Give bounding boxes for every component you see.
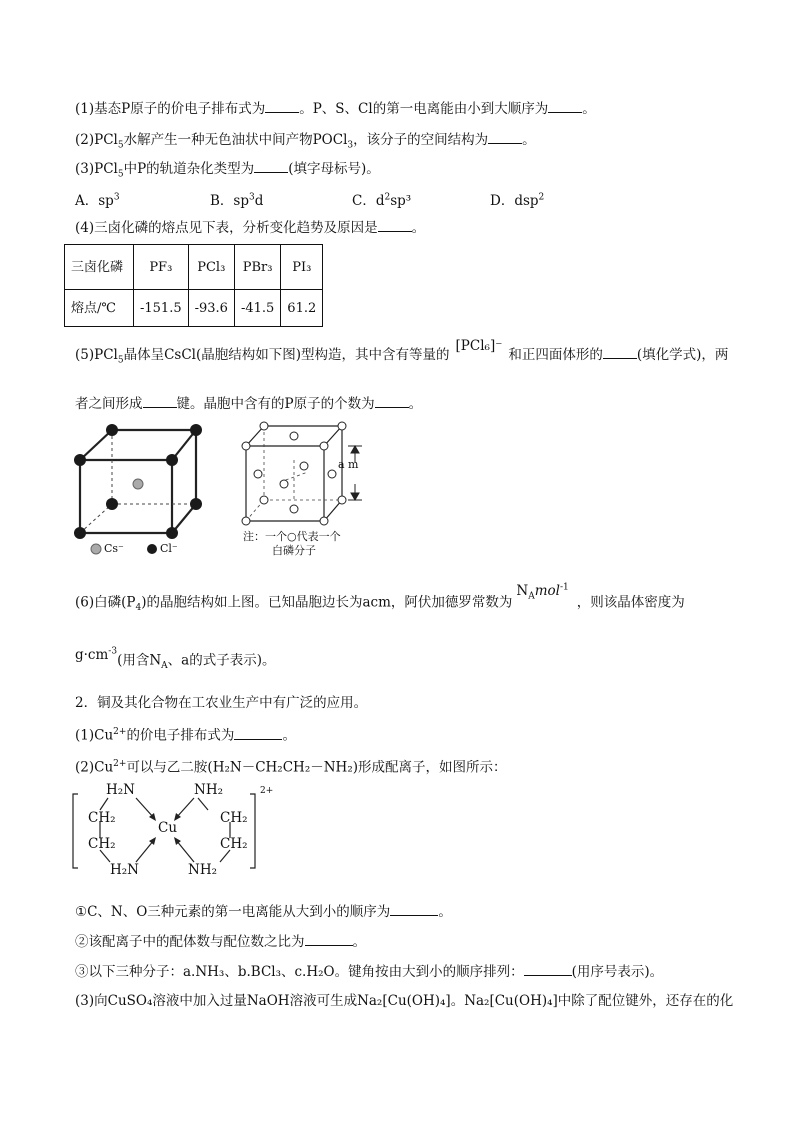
q1-part2: (2)PCl$_5$水解产生一种无色油状中间产物POCl$_3$，该分子的空间结构为 。	[75, 132, 536, 151]
figure-note-line1: 注：一个○代表一个	[243, 530, 341, 543]
q2-sub3-tail: (用序号表示)。	[571, 964, 664, 980]
option-tail: sp³	[390, 193, 412, 209]
q2-sub3	[75, 962, 663, 982]
q1-part5-text-e: 者之间形成	[75, 396, 143, 412]
ch2-right-2: CH₂	[220, 836, 248, 852]
h2n-bottom-label: H₂N	[110, 862, 139, 878]
unit-sup: -3	[108, 646, 118, 656]
h2n-top-label: H₂N	[106, 782, 135, 798]
cl-ion	[166, 454, 178, 466]
table-col-header: PBr₃	[234, 245, 280, 290]
q2-part1-text-b: 的价电子排布式为	[126, 727, 235, 744]
p4-molecule	[254, 470, 262, 478]
option-letter: B．	[210, 193, 234, 209]
cell-edge-label: a m	[338, 458, 359, 471]
option-text: sp	[233, 193, 249, 209]
p4-molecule	[320, 442, 328, 450]
nh2-top-label: NH₂	[194, 782, 223, 798]
legend-cs-icon	[91, 544, 101, 554]
q1-part6-text-b: )的晶胞结构如上图。已知晶胞边长为acm，阿伏加德罗常数为	[141, 594, 513, 611]
na-symbol: N	[516, 582, 529, 599]
cu-center-label: Cu	[158, 820, 178, 836]
q1-part5-text-c: 和正四面体形的	[508, 347, 603, 363]
q2-title: 2．铜及其化合物在工农业生产中有广泛的应用。	[75, 695, 368, 711]
q2-part2-sup: 2+	[113, 759, 127, 769]
p4-molecule	[260, 496, 268, 504]
p4-molecule	[320, 517, 328, 525]
white-phosphorus-cell-figure	[236, 416, 376, 531]
q1-part1	[75, 99, 596, 119]
table-col-header: PF₃	[134, 245, 189, 290]
legend-cl-label: Cl⁻	[160, 542, 178, 555]
q1-part3: (3)PCl$_5$中P的轨道杂化类型为 (填字母标号)。	[75, 161, 380, 180]
mol-unit: mol	[534, 582, 560, 599]
table-cell: -93.6	[188, 290, 234, 327]
q1-part2-text-b: 水解产生一种无色油状中间产物POCl	[123, 132, 348, 148]
ch2-left-2: CH₂	[88, 836, 116, 852]
density-unit	[75, 647, 117, 663]
complex-ion-bonds	[70, 782, 300, 880]
na-sub: A	[528, 591, 535, 602]
nh2-bottom-label: NH₂	[188, 862, 217, 878]
option-text: sp	[98, 193, 114, 209]
ion-formula: [PCl₆]⁻	[455, 338, 503, 354]
answer-blank[interactable]	[524, 962, 572, 976]
cl-ion	[166, 527, 178, 539]
unit-text: g·cm	[75, 646, 109, 663]
table-cell: -41.5	[234, 290, 280, 327]
option-letter: A．	[75, 193, 99, 209]
q1-part6-text-e: 、a的式子表示)。	[167, 652, 276, 669]
q1-part5-line2	[75, 394, 422, 414]
melting-point-table	[64, 244, 323, 327]
p4-molecule	[290, 505, 298, 513]
period: 。	[411, 220, 426, 236]
q1-part5-text-d: (填化学式)，两	[636, 347, 729, 363]
q1-part3-text-b: 中P的轨道杂化类型为	[123, 161, 255, 177]
q1-part6-line2	[75, 647, 276, 676]
p4-molecule	[338, 422, 346, 430]
p4-molecule	[280, 480, 288, 488]
legend-cl-icon	[147, 544, 157, 554]
table-header-label: 三卤化磷	[65, 245, 134, 290]
table-cell: 61.2	[281, 290, 323, 327]
option-d[interactable]	[490, 189, 544, 209]
complex-ion-structure	[70, 782, 300, 880]
avogadro-expression	[516, 582, 569, 602]
q2-sub3-text: ③以下三种分子：a.NH₃、b.BCl₃、c.H₂O。键角按由大到小的顺序排列：	[75, 964, 524, 980]
option-tail: d	[254, 193, 264, 209]
table-row-label: 熔点/℃	[65, 290, 134, 327]
q2-sub1-text: ①C、N、O三种元素的第一电离能从大到小的顺序为	[75, 904, 391, 920]
option-a[interactable]	[75, 189, 120, 209]
cscl-unit-cell-figure	[60, 418, 220, 563]
period: 。	[408, 396, 423, 412]
period: 。	[282, 727, 296, 744]
q2-part3: (3)向CuSO₄溶液中加入过量NaOH溶液可生成Na₂[Cu(OH)₄]。Na₂[Cu(OH)₄]中除了配位键外，还存在的化	[75, 993, 734, 1009]
q2-sub1	[75, 902, 452, 922]
q1-part6-text-a: (6)白磷(P	[75, 594, 136, 611]
legend-cs-label: Cs⁻	[104, 542, 124, 555]
p4-molecule	[260, 422, 268, 430]
option-sup: 3	[249, 192, 255, 203]
q1-part3-text-c: (填字母标号)。	[288, 161, 380, 177]
q1-part4-text-a: (4)三卤化磷的熔点见下表，分析变化趋势及原因是	[75, 220, 378, 236]
q1-part6-text-d: (用含N	[117, 652, 162, 669]
table-col-header: PCl₃	[188, 245, 234, 290]
answer-blank[interactable]	[488, 130, 522, 144]
cl-ion	[74, 454, 86, 466]
answer-blank[interactable]	[254, 159, 288, 173]
answer-blank[interactable]	[265, 99, 299, 113]
answer-blank[interactable]	[378, 218, 412, 232]
p4-molecule	[328, 470, 336, 478]
p4-molecule	[300, 462, 308, 470]
q2-part1	[75, 722, 296, 746]
q2-sub2-text: ②该配离子中的配体数与配位数之比为	[75, 934, 305, 950]
q1-part5-line1: (5)PCl$_5$晶体呈CsCl(晶胞结构如下图)型构造，其中含有等量的[PCl₆]⁻和正四面体形的 (填化学式)，两	[75, 338, 729, 366]
q2-part2	[75, 754, 507, 778]
figure-note-line2: 白磷分子	[272, 544, 316, 557]
option-sup: 2	[384, 192, 391, 203]
mol-sup: -1	[559, 582, 569, 592]
table-col-header: PI₃	[281, 245, 323, 290]
q2-part2-text-b: 可以与乙二胺(H₂N－CH₂CH₂－NH₂)形成配离子，如图所示：	[126, 759, 507, 776]
answer-blank[interactable]	[375, 394, 409, 408]
option-text: dsp	[514, 193, 539, 209]
ch2-right-1: CH₂	[220, 810, 248, 826]
q2-part1-text-a: (1)Cu	[75, 727, 114, 744]
answer-blank[interactable]	[390, 902, 438, 916]
q1-part5-text-b: 晶体呈CsCl(晶胞结构如下图)型构造，其中含有等量的	[123, 347, 450, 363]
q2-part1-sup: 2+	[113, 727, 127, 737]
option-sup: 3	[113, 192, 120, 203]
ion-charge: 2+	[260, 786, 274, 796]
cl-ion	[190, 498, 202, 510]
option-b[interactable]	[210, 189, 263, 209]
q1-part2-text-a: (2)PCl	[75, 132, 118, 148]
q1-part6-sub: A	[161, 661, 168, 672]
answer-blank[interactable]	[305, 932, 353, 946]
cl-ion	[106, 424, 118, 436]
option-text: d	[375, 193, 385, 209]
period: 。	[522, 132, 536, 148]
q1-part1-text-b: 。P、S、Cl的第一电离能由小到大顺序为	[299, 101, 549, 117]
table-cell: -151.5	[134, 290, 189, 327]
period: 。	[438, 904, 452, 920]
p4-molecule	[338, 496, 346, 504]
option-letter: D．	[490, 193, 515, 209]
q1-part6-line1: (6)白磷$(P_4)$的晶胞结构如上图。已知晶胞边长为acm，阿伏加德罗常数为$N_Amol^{-1}$，则该晶体密度为	[75, 582, 685, 614]
cl-ion	[106, 498, 118, 510]
option-sup: 2	[538, 192, 545, 203]
cl-ion	[74, 527, 86, 539]
option-c[interactable]	[352, 189, 411, 209]
q1-part6-text-c: ，则该晶体密度为	[576, 594, 685, 611]
q1-part2-text-c: ，该分子的空间结构为	[353, 132, 489, 148]
q1-part4	[75, 218, 425, 238]
cl-ion	[190, 424, 202, 436]
q1-part5-text-f: 键。晶胞中含有的P原子的个数为	[176, 396, 375, 412]
period: 。	[582, 101, 596, 117]
answer-blank[interactable]	[143, 394, 177, 408]
q1-part5-text-a: (5)PCl	[75, 347, 118, 363]
option-letter: C．	[352, 193, 376, 209]
q1-part3-text-a: (3)PCl	[75, 161, 118, 177]
q2-part2-text-a: (2)Cu	[75, 759, 114, 776]
p4-molecule	[290, 432, 298, 440]
q2-sub2	[75, 932, 366, 952]
period: 。	[352, 934, 366, 950]
cs-ion	[133, 479, 143, 489]
answer-blank[interactable]	[548, 99, 582, 113]
answer-blank[interactable]	[603, 345, 637, 359]
answer-blank[interactable]	[234, 726, 282, 740]
p4-molecule	[242, 517, 250, 525]
q1-part1-text-a: (1)基态P原子的价电子排布式为	[75, 101, 266, 117]
p4-molecule	[242, 442, 250, 450]
ch2-left-1: CH₂	[88, 810, 116, 826]
